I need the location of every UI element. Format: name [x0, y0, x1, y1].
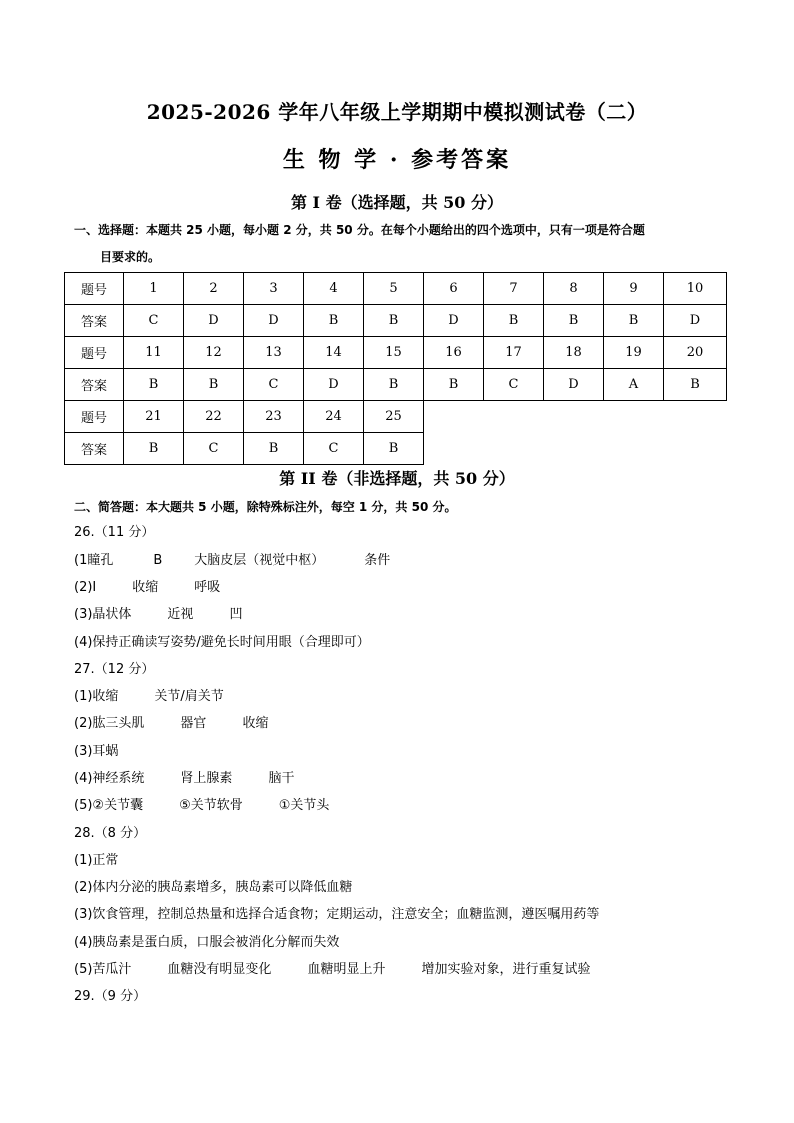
- answer-text: 器官: [180, 716, 207, 731]
- part1-instruction: [74, 217, 734, 271]
- empty-cell: [424, 401, 727, 433]
- table-row: [65, 433, 727, 465]
- answer-table: [64, 272, 727, 465]
- answer-cell: B: [184, 369, 244, 401]
- q28-line1: (1)正常: [74, 853, 119, 868]
- answer-text: (5)②关节囊: [74, 798, 144, 813]
- question-number: 11: [124, 337, 184, 369]
- answer-text: (4)神经系统: [74, 771, 145, 786]
- question-number: 1: [124, 273, 184, 305]
- answer-text: 血糖没有明显变化: [167, 962, 272, 977]
- q28-line3: (3)饮食管理，控制总热量和选择合适食物；定期运动，注意安全；血糖监测，遵医嘱用药等: [74, 907, 600, 922]
- question-number: 19: [604, 337, 664, 369]
- q28-line4: (4)胰岛素是蛋白质，口服会被消化分解而失效: [74, 935, 340, 950]
- answer-text: 近视: [167, 607, 194, 622]
- answer-text: 脑干: [268, 771, 295, 786]
- q26-line1: [74, 549, 390, 568]
- answer-cell: C: [484, 369, 544, 401]
- answer-cell: B: [364, 305, 424, 337]
- answer-text: (5)苦瓜汁: [74, 962, 132, 977]
- answer-cell: B: [124, 433, 184, 465]
- question-number: 22: [184, 401, 244, 433]
- answer-text: 收缩: [242, 716, 269, 731]
- part1-instruction-line1: 一、选择题：本题共 25 小题，每小题 2 分，共 50 分。在每个小题给出的四个选项中，只有一项是符合题: [74, 223, 645, 237]
- q29-header: 29.（9 分）: [74, 989, 147, 1004]
- answer-cell: C: [244, 369, 304, 401]
- q26-line4: (4)保持正确读写姿势/避免长时间用眼（合理即可）: [74, 635, 370, 650]
- answer-text: 肾上腺素: [180, 771, 233, 786]
- answer-cell: B: [664, 369, 727, 401]
- question-number: 20: [664, 337, 727, 369]
- question-number: 13: [244, 337, 304, 369]
- question-number: 23: [244, 401, 304, 433]
- table-row: [65, 337, 727, 369]
- q26-line3: [74, 603, 242, 622]
- answer-text: 血糖明显上升: [307, 962, 386, 977]
- question-number: 10: [664, 273, 727, 305]
- row-label-answer: 答案: [65, 433, 124, 465]
- empty-cell: [424, 433, 727, 465]
- exam-title: 2025-2026 学年八年级上学期期中模拟测试卷（二）: [146, 100, 648, 124]
- question-number: 12: [184, 337, 244, 369]
- question-number: 16: [424, 337, 484, 369]
- q27-line2: [74, 712, 268, 731]
- q28-line2: (2)体内分泌的胰岛素增多，胰岛素可以降低血糖: [74, 880, 353, 895]
- answer-cell: D: [244, 305, 304, 337]
- answer-cell: C: [124, 305, 184, 337]
- q27-line3: (3)耳蜗: [74, 744, 119, 759]
- question-number: 8: [544, 273, 604, 305]
- answer-cell: B: [544, 305, 604, 337]
- question-number: 5: [364, 273, 424, 305]
- answer-text: B: [153, 553, 163, 568]
- answer-cell: B: [604, 305, 664, 337]
- question-number: 15: [364, 337, 424, 369]
- table-row: [65, 369, 727, 401]
- answer-text: (1瞳孔: [74, 553, 114, 568]
- answer-text: (3)晶状体: [74, 607, 132, 622]
- answer-text: 关节/肩关节: [154, 689, 224, 704]
- part1-instruction-line2: 目要求的。: [100, 250, 161, 264]
- row-label-question: 题号: [65, 273, 124, 305]
- exam-subtitle: 生 物 学 · 参考答案: [282, 147, 512, 173]
- question-number: 4: [304, 273, 364, 305]
- question-number: 6: [424, 273, 484, 305]
- question-number: 25: [364, 401, 424, 433]
- answer-text: 增加实验对象，进行重复试验: [421, 962, 591, 977]
- answer-text: 大脑皮层（视觉中枢）: [194, 553, 325, 568]
- q27-line4: [74, 767, 294, 786]
- answer-cell: D: [424, 305, 484, 337]
- question-number: 24: [304, 401, 364, 433]
- answer-text: (2)I: [74, 580, 97, 595]
- part1-heading: 第 I 卷（选择题，共 50 分）: [290, 193, 504, 212]
- row-label-answer: 答案: [65, 369, 124, 401]
- question-number: 3: [244, 273, 304, 305]
- row-label-question: 题号: [65, 401, 124, 433]
- q26-line2: [74, 576, 220, 595]
- table-row: [65, 273, 727, 305]
- answer-text: ⑤关节软骨: [179, 798, 243, 813]
- row-label-question: 题号: [65, 337, 124, 369]
- q27-line5: [74, 794, 329, 813]
- table-row: [65, 305, 727, 337]
- question-number: 7: [484, 273, 544, 305]
- answer-cell: C: [184, 433, 244, 465]
- question-number: 9: [604, 273, 664, 305]
- q27-header: 27.（12 分）: [74, 662, 155, 677]
- answer-text: ①关节头: [278, 798, 330, 813]
- table-row: [65, 401, 727, 433]
- answer-cell: D: [184, 305, 244, 337]
- answer-text: 条件: [364, 553, 391, 568]
- q28-line5: [74, 958, 590, 977]
- row-label-answer: 答案: [65, 305, 124, 337]
- question-number: 21: [124, 401, 184, 433]
- q26-header: 26.（11 分）: [74, 525, 155, 540]
- q28-header: 28.（8 分）: [74, 826, 147, 841]
- answer-cell: B: [484, 305, 544, 337]
- answer-text: (1)收缩: [74, 689, 119, 704]
- question-number: 2: [184, 273, 244, 305]
- answer-text: 呼吸: [194, 580, 221, 595]
- answer-cell: D: [664, 305, 727, 337]
- answer-cell: B: [304, 305, 364, 337]
- q27-line1: [74, 685, 224, 704]
- answer-cell: A: [604, 369, 664, 401]
- answer-text: 凹: [229, 607, 243, 622]
- answer-cell: D: [304, 369, 364, 401]
- answer-text: 收缩: [132, 580, 159, 595]
- answer-cell: B: [124, 369, 184, 401]
- question-number: 18: [544, 337, 604, 369]
- answer-cell: C: [304, 433, 364, 465]
- answer-cell: B: [364, 369, 424, 401]
- answer-cell: D: [544, 369, 604, 401]
- answer-text: (2)肱三头肌: [74, 716, 145, 731]
- answer-cell: B: [244, 433, 304, 465]
- part2-heading: 第 II 卷（非选择题，共 50 分）: [279, 469, 515, 488]
- answer-cell: B: [364, 433, 424, 465]
- answer-cell: B: [424, 369, 484, 401]
- question-number: 17: [484, 337, 544, 369]
- part2-instruction: 二、简答题：本大题共 5 小题，除特殊标注外，每空 1 分，共 50 分。: [74, 500, 457, 514]
- question-number: 14: [304, 337, 364, 369]
